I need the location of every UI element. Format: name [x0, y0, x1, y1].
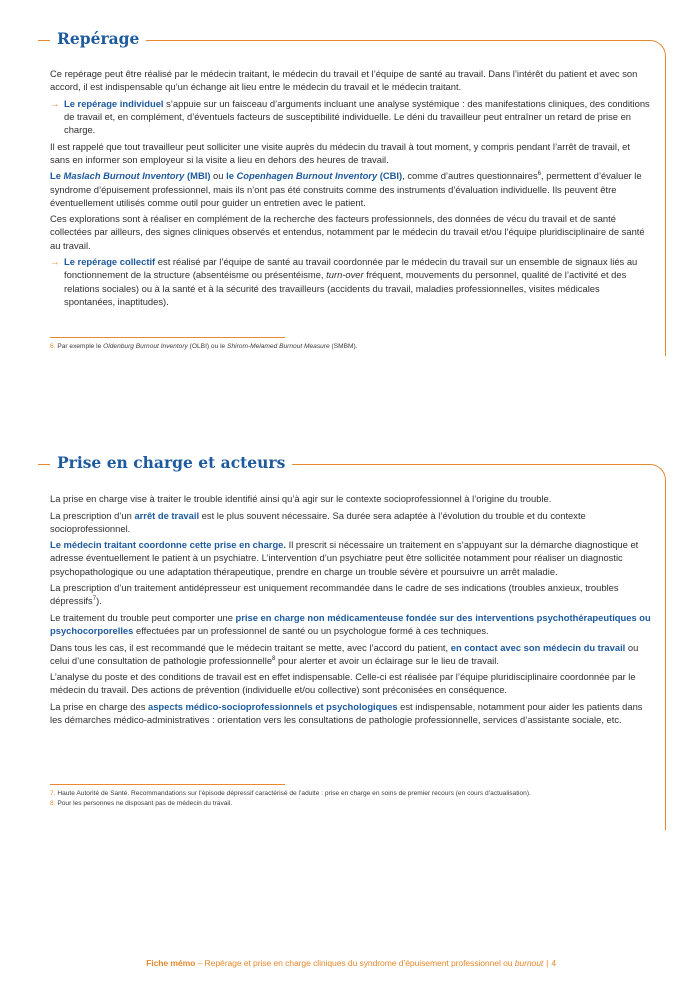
bullet-paragraph: → Le repérage individuel s’appuie sur un faisceau d’arguments incluant une analyse systémique : des manifestations cliniques, des conditions de travail et, en complément, d’éventuels facteurs de susceptibilité individuelle. Le déni du travailleur peut entraîner un retard de prise en charge.	[50, 97, 650, 136]
paragraph: La prescription d’un traitement antidépresseur est uniquement recommandée dans le cadre de ses indications (troubles anxieux, troubles dépressifs$^7$).	[50, 582, 619, 607]
section-title: Prise en charge et acteurs	[50, 453, 292, 473]
arrow-right-icon: →	[50, 256, 60, 268]
paragraph: Il est rappelé que tout travailleur peut solliciter une visite auprès du médecin du travail à tout moment, y compris pendant l’arrêt de travail, et sans en informer son employeur si la visite a lieu en dehors des heures de travail.	[50, 140, 630, 165]
bullet-paragraph: → Le repérage collectif est réalisé par l’équipe de santé au travail coordonnée par le médecin du travail sur un ensemble de signaux liés au fonctionnement de la structure (absentéisme ou présentéisme, turn-over fréquent, mouvements du personnel, qualité de l’activité et des relations sociales) ou à la santé et à la sécurité des travailleurs (accidents du travail, maladies professionnelles, visites médicales spontanées, inaptitudes).	[50, 256, 638, 307]
section-prise-en-charge	[38, 453, 666, 830]
section-reperage	[38, 29, 666, 356]
paragraph: Ce repérage peut être réalisé par le médecin traitant, le médecin du travail et l’équipe de santé au travail. Dans l’intérêt du patient et avec son accord, il est indispensable qu’un échange ait lieu entre le médecin du travail et le médecin traitant.	[50, 68, 638, 93]
paragraph: Ces explorations sont à réaliser en complément de la recherche des facteurs professionnels, des données de vécu du travail et de santé collectées par ailleurs, des signes cliniques observés et entendus, notamment par le médecin du travail et/ou l’équipe pluridisciplinaire de santé au travail.	[50, 213, 645, 251]
paragraph: La prescription d’un arrêt de travail est le plus souvent nécessaire. Sa durée sera adaptée à l’évolution du trouble et du contexte socioprofessionnel.	[50, 509, 586, 534]
arrow-right-icon: →	[50, 97, 60, 109]
section-body	[50, 492, 652, 730]
page-footer: Fiche mémo – Repérage et prise en charge cliniques du syndrome d’épuisement professionnel ou burnout | 4	[146, 958, 556, 968]
paragraph: La prise en charge des aspects médico-socioprofessionnels et psychologiques est indispensable, notamment pour aider les patients dans les démarches médico-administratives : orientation vers les consultations de pathologie professionnelle, services d’assistante sociale, etc.	[50, 700, 643, 726]
paragraph: Le médecin traitant coordonne cette prise en charge. Il prescrit si nécessaire un traitement en s’appuyant sur la démarche diagnostique et adresse éventuellement le patient à un psychiatre. L’intervention d’un psychiatre peut être sollicitée notamment pour réaliser un diagnostic psychopathologique ou une adaptation thérapeutique, prendre en charge un trouble sévère et poursuivre un arrêt maladie.	[50, 539, 639, 577]
footnote-6: 6. Par exemple le Oldenburg Burnout Inventory (OLBI) ou le Shirom-Melamed Burnout Measure (SMBM).	[50, 343, 358, 350]
footnote-rule	[50, 784, 285, 785]
section-title: Repérage	[50, 29, 146, 49]
section-body	[50, 67, 652, 311]
footnote-rule	[50, 337, 285, 338]
page-number: 4	[551, 958, 556, 968]
paragraph: La prise en charge vise à traiter le trouble identifié ainsi qu’à agir sur le contexte socioprofessionnel à l’origine du trouble.	[50, 493, 552, 504]
paragraph: L’analyse du poste et des conditions de travail est en effet indispensable. Celle-ci est réalisée par l’équipe pluridisciplinaire coordonnée par le médecin du travail. Des actions de prévention (individuelle et/ou collective) sont préconisées en conséquence.	[50, 671, 636, 696]
paragraph: Le traitement du trouble peut comporter une prise en charge non médicamenteuse fondée sur des interventions psychothérapeutiques ou psychocorporelles effectuées par un professionnel de santé ou un psychologue formé à ces techniques.	[50, 611, 651, 637]
paragraph: Le Maslach Burnout Inventory (MBI) ou le Copenhagen Burnout Inventory (CBI), comme d’autres questionnaires$^6$, permettent d’évaluer le syndrome d’épuisement professionnel, mais ils n’ont pas été construits comme des instruments d’évaluation individuelle. Ils peuvent être éventuellement utilisés comme outil pour guider un entretien avec le patient.	[50, 170, 642, 208]
paragraph: Dans tous les cas, il est recommandé que le médecin traitant se mette, avec l’accord du patient, en contact avec son médecin du travail ou celui d’une consultation de pathologie professionnelle$^8$ pour alerter et avoir un éclairage sur le lieu de travail.	[50, 641, 639, 666]
footnote-7: 7. Haute Autorité de Santé. Recommandations sur l’épisode dépressif caractérisé de l’adulte : prise en charge en soins de premier recours (en cours d’actualisation).	[50, 790, 531, 797]
footnote-8: 8. Pour les personnes ne disposant pas de médecin du travail.	[50, 800, 233, 807]
